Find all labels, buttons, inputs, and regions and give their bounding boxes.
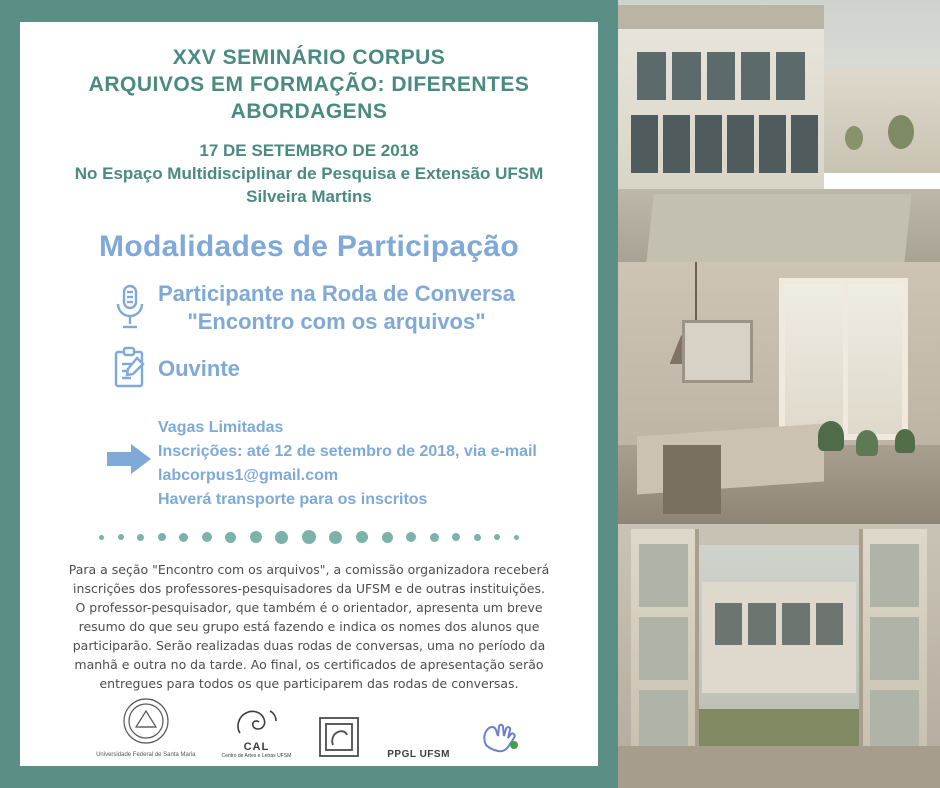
modalities-list [50,280,568,402]
description-text [50,560,568,693]
modality-text [158,280,515,336]
event-place-line-1: No Espaço Multidisciplinar de Pesquisa e Extensão UFSM [74,164,544,183]
dots-divider [99,530,519,544]
photo-open-doors-courtyard [618,524,940,788]
poster-title-block [50,44,568,125]
photo-column [618,0,940,788]
info-line-1: Vagas Limitadas [158,419,284,436]
ufsm-seal-logo [96,693,195,759]
info-email: labcorpus1@gmail.com [158,467,339,484]
registration-info-text [158,416,537,512]
modality-sublabel: "Encontro com os arquivos" [187,309,486,334]
modality-text [158,355,240,383]
cal-subcaption: Centro de Artes e Letras UFSM [221,753,292,759]
modality-label: Participante na Roda de Conversa [158,281,515,306]
list-item [102,346,568,392]
event-details-block [50,139,568,208]
ppgl-ufsm-logo [387,749,450,759]
event-date: 17 DE SETEMBRO DE 2018 [199,141,419,160]
cal-caption: CAL Centro de Artes e Letras UFSM [221,741,292,759]
section-heading-modalities: Modalidades de Participação [99,230,519,263]
modality-label: Ouvinte [158,356,240,381]
info-line-4: Haverá transporte para os inscritos [158,491,428,508]
cal-logo [221,705,291,759]
event-place-line-2: Silveira Martins [246,187,372,206]
info-line-2: Inscrições: até 12 de setembro de 2018, via e-mail [158,443,537,460]
poster-card [20,22,598,766]
ppgl-caption: PPGL UFSM [387,749,450,760]
page-title: XXV SEMINÁRIO CORPUS [172,46,446,69]
photo-interior-room [618,262,940,524]
logo-strip [50,693,568,777]
description-paragraph: Para a seção "Encontro com os arquivos", a comissão organizadora receberá inscrições dos professores-pesquisadores da UFSM e de outras instituições. O professor-pesquisador, que também é o orientador, apresenta um breve resumo do que seu grupo está fazendo e indica os nomes dos alunos que participarão. Serão realizadas duas rodas de conversas, uma no período da manhã e outra no da tarde. Ao final, os certificados de apresentação serão entregues para todos os que participarem das rodas de conversas. [68,562,550,691]
hand-mascot-logo [476,715,522,759]
registration-info [50,416,568,512]
arrow-right-icon [102,416,158,476]
microphone-icon [102,283,158,333]
labcorpus-square-logo [317,715,361,759]
clipboard-pencil-icon [102,346,158,392]
list-item [102,280,568,336]
ufsm-seal-caption: Universidade Federal de Santa Maria [96,752,196,758]
photo-building-exterior [618,0,940,262]
page-subtitle: ARQUIVOS EM FORMAÇÃO: DIFERENTES ABORDAGENS [88,73,530,123]
